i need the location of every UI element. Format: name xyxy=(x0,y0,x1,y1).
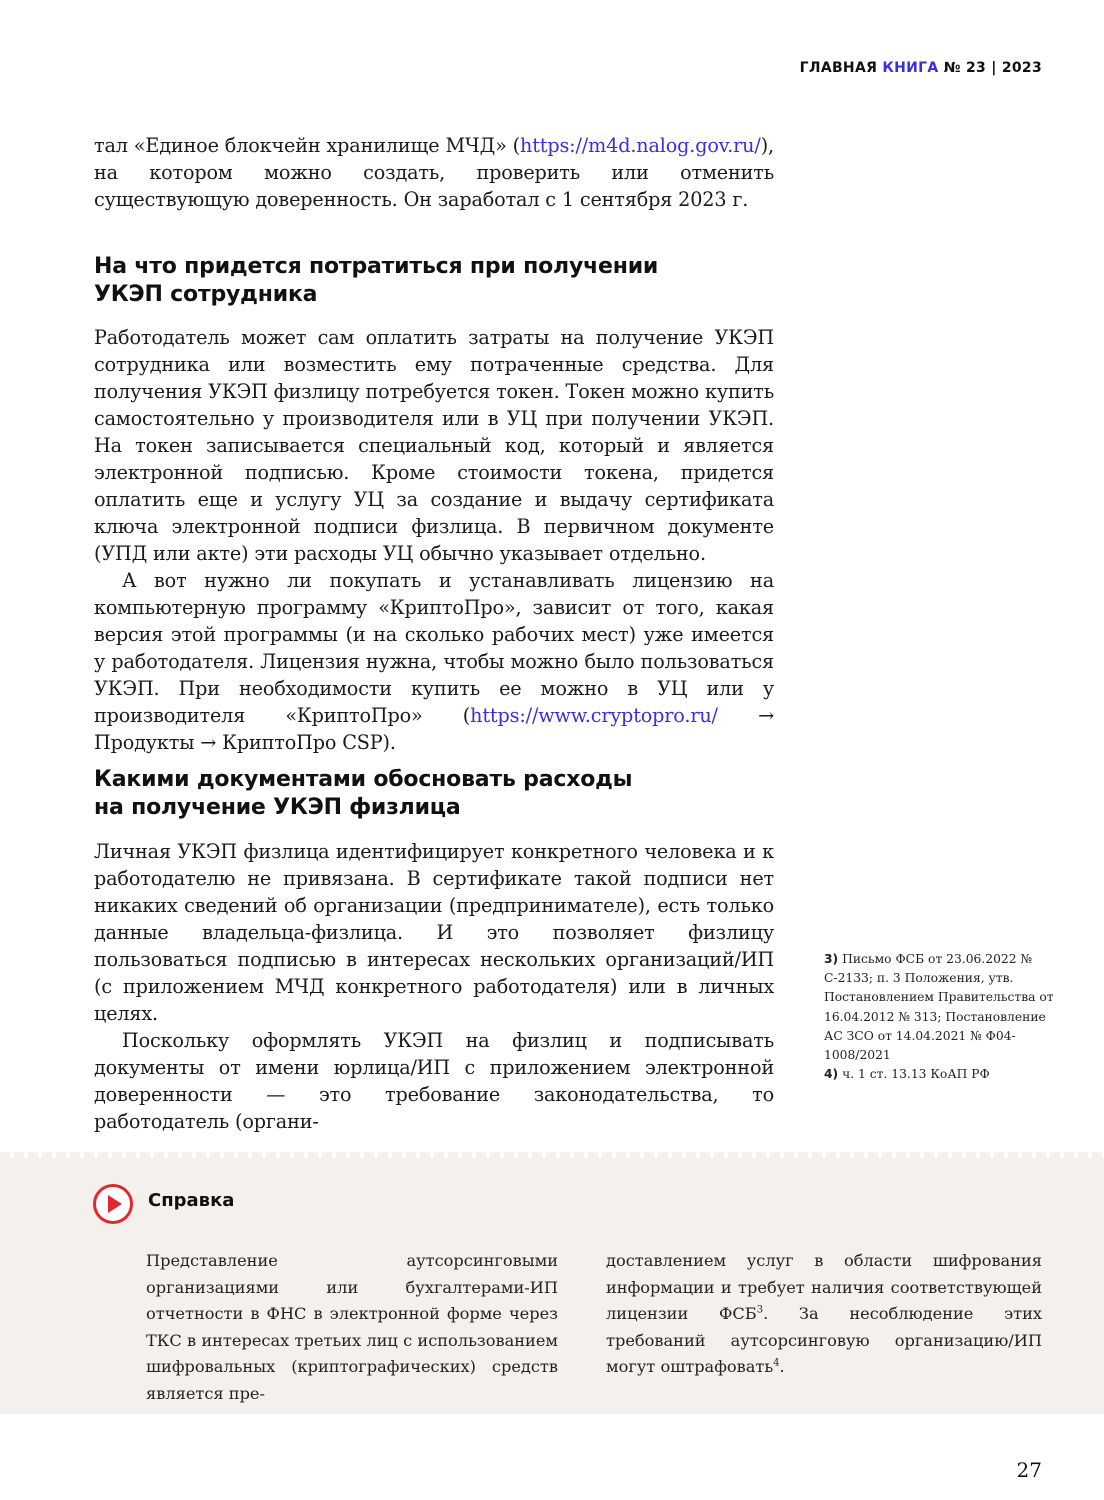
section1-heading-text xyxy=(94,253,774,309)
section2-paragraph-1: Личная УКЭП физлица идентифицирует конкретного человека и к работодателю не привязана. В сертификате такой подписи нет никаких сведений об организации (предпринимателе), есть только данные владельца-физлица. И это позволяет физлицу пользоваться подписью в интересах нескольких организаций/ИП (с приложением МЧД конкретного работодателя) или в личных целях. xyxy=(94,840,774,1025)
reference-box-left-column xyxy=(146,1248,558,1407)
header-magazine-name: ГЛАВНАЯ xyxy=(799,60,883,76)
reference-right-text-1: доставлением услуг в области шифрования информации и требует наличия соответствующей лицензии ФСБ xyxy=(606,1251,1042,1323)
m4d-link[interactable]: https://m4d.nalog.gov.ru/ xyxy=(520,134,761,157)
section1-body xyxy=(94,324,774,756)
section2-heading xyxy=(94,766,774,822)
header-issue: № 23 | 2023 xyxy=(938,60,1042,76)
reference-box-right-column xyxy=(606,1248,1042,1381)
reference-box-right-text xyxy=(606,1248,1042,1381)
reference-right-text-3: . xyxy=(779,1357,785,1376)
running-header xyxy=(800,60,1042,76)
section1-paragraph-2-tail: → Продукты → КриптоПро CSP). xyxy=(94,704,774,754)
section1-paragraph-2-text: А вот нужно ли покупать и устанавливать лицензию на компьютерную программу «КриптоПро», зависит от того, какая версия этой программы (и на сколько рабочих мест) уже имеется у работодателя. Лицензия нужна, чтобы можно было пользоваться УКЭП. При необходимости купить ее можно в УЦ или у производителя «КриптоПро» ( xyxy=(94,569,774,727)
page-number: 27 xyxy=(1016,1458,1042,1482)
intro-paragraph-block xyxy=(94,132,774,213)
footnote-3-text: Письмо ФСБ от 23.06.2022 № С-2133; п. 3 Положения, утв. Постановлением Правительства от 16.04.2012 № 313; Постановление АС ЗСО от 14.04.2021 № Ф04-1008/2021 xyxy=(824,952,1054,1063)
reference-right-text-2: . За несоблюдение этих требований аутсорсинговую организацию/ИП могут оштрафовать xyxy=(606,1304,1043,1376)
play-circle-icon xyxy=(92,1183,134,1225)
section1-heading-line1: На что придется потратиться при получении xyxy=(94,254,659,279)
footnote-4-text: ч. 1 ст. 13.13 КоАП РФ xyxy=(838,1067,990,1082)
intro-text-end: ), на котором можно создать, проверить или отменить существующую доверенность. Он заработал с 1 сентября 2023 г. xyxy=(94,134,774,211)
sidebar-footnotes xyxy=(824,950,1054,1084)
section2-heading-line2: на получение УКЭП физлица xyxy=(94,795,461,820)
section2-body xyxy=(94,838,774,1135)
footnote-4 xyxy=(824,1065,1054,1084)
section1-heading-line2: УКЭП сотрудника xyxy=(94,282,318,307)
footnote-3 xyxy=(824,950,1054,1065)
footnote-ref-4[interactable]: 4 xyxy=(773,1357,780,1369)
section1-heading xyxy=(94,253,774,309)
intro-paragraph xyxy=(94,132,774,213)
section2-heading-text xyxy=(94,766,774,822)
footnote-ref-3[interactable]: 3 xyxy=(756,1304,764,1316)
section1-paragraph-2 xyxy=(94,567,774,756)
section2-paragraph-2: Поскольку оформлять УКЭП на физлиц и подписывать документы от имени юрлица/ИП с приложением электронной доверенности — это требование законодательства, то работодатель (органи- xyxy=(94,1029,774,1133)
footnote-3-number: 3) xyxy=(824,952,839,966)
footnote-4-number: 4) xyxy=(824,1067,839,1082)
intro-text-start: тал «Единое блокчейн хранилище МЧД» ( xyxy=(94,134,520,157)
header-magazine-accent: КНИГА xyxy=(882,60,939,76)
reference-box-left-text: Представление аутсорсинговыми организациями или бухгалтерами-ИП отчетности в ФНС в электронной форме через ТКС в интересах третьих лиц с использованием шифровальных (криптографических) средств является пре- xyxy=(146,1251,558,1403)
section2-heading-line1: Какими документами обосновать расходы xyxy=(94,767,633,792)
reference-box-title: Справка xyxy=(148,1190,235,1211)
cryptopro-link[interactable]: https://www.cryptopro.ru/ xyxy=(470,704,718,727)
section1-paragraph-1: Работодатель может сам оплатить затраты на получение УКЭП сотрудника или возместить ему потраченные средства. Для получения УКЭП физлицу потребуется токен. Токен можно купить самостоятельно у производителя или в УЦ при получении УКЭП. На токен записывается специальный код, который и является электронной подписью. Кроме стоимости токена, придется оплатить еще и услугу УЦ за создание и выдачу сертификата ключа электронной подписи физлица. В первичном документе (УПД или акте) эти расходы УЦ обычно указывает отдельно. xyxy=(94,326,774,565)
